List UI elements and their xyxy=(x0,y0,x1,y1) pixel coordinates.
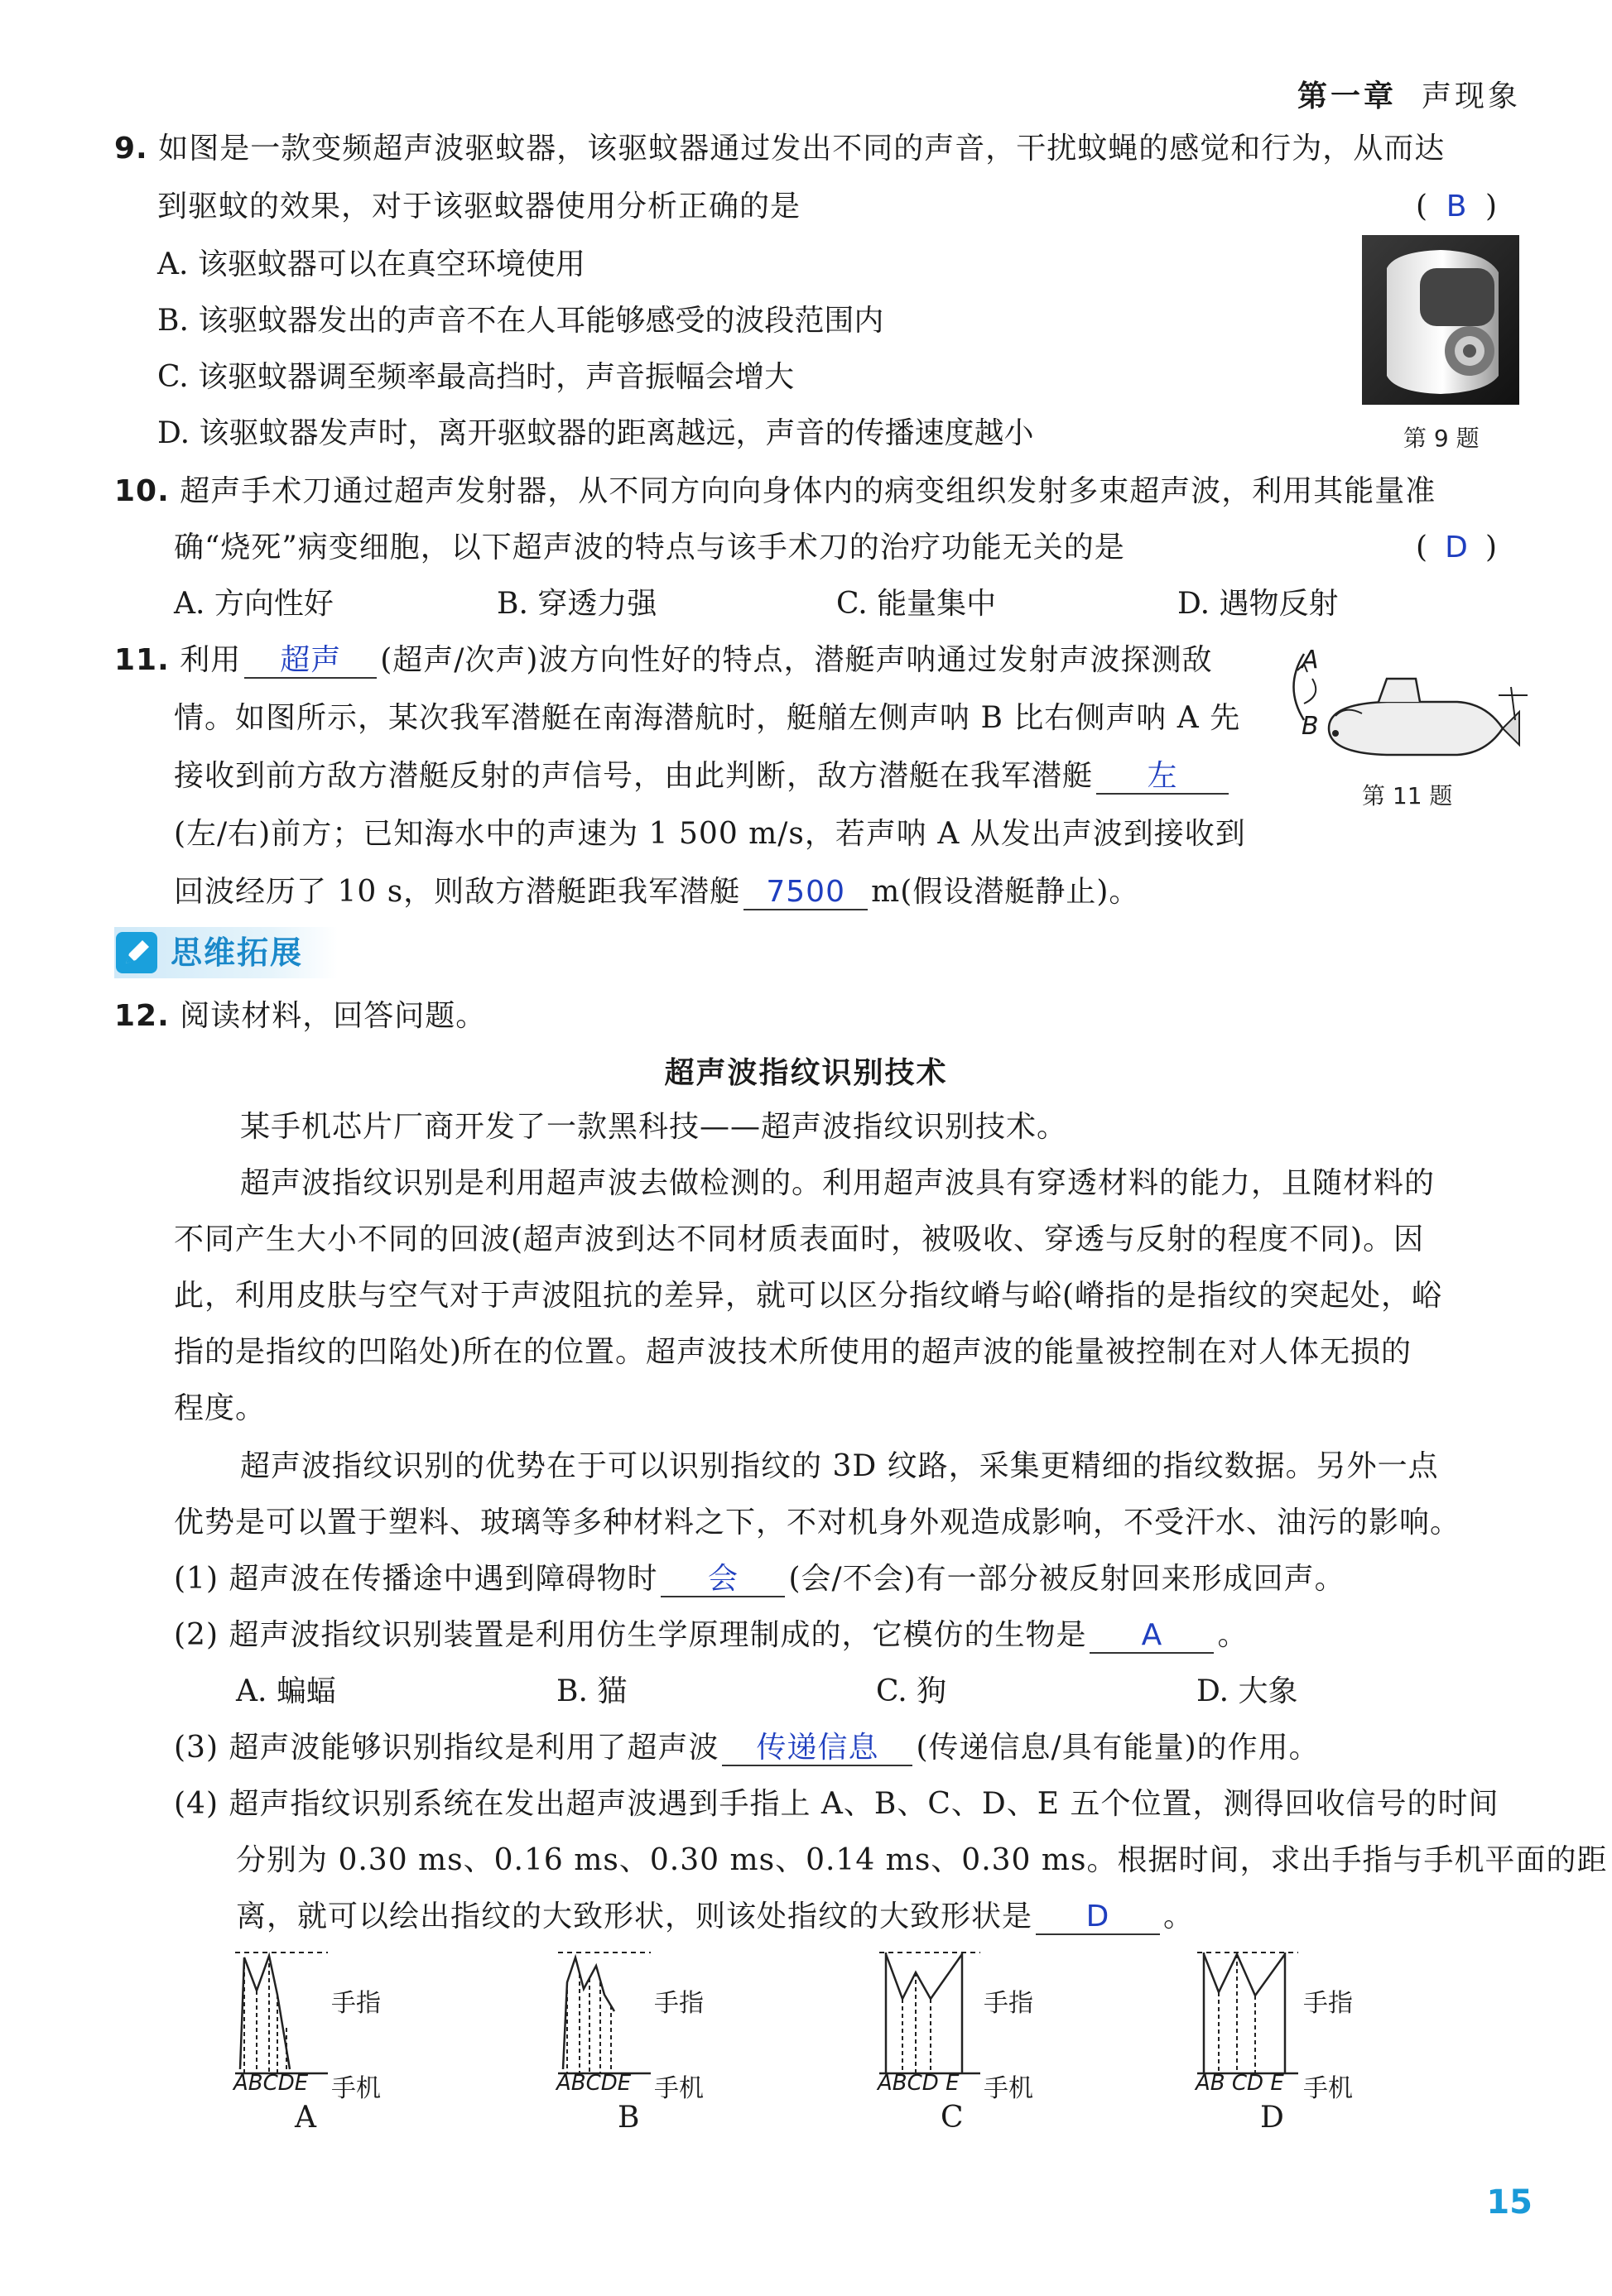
q11-caption: 第 11 题 xyxy=(1362,782,1453,809)
fingerprint-figure-b xyxy=(555,1949,654,2082)
article-p2-1: 超声波指纹识别是利用超声波去做检测的。利用超声波具有穿透材料的能力，且随材料的 xyxy=(240,1166,1436,1200)
q12-sub1 xyxy=(174,1561,1345,1597)
q12-line-intro xyxy=(114,998,486,1035)
q11-line3 xyxy=(174,758,1232,795)
q10-option-b: B. 穿透力强 xyxy=(497,587,657,621)
q9-option-a: A. 该驱蚊器可以在真空环境使用 xyxy=(157,247,585,281)
fig-a-finger-label: 手指 xyxy=(331,1989,381,2018)
sonar-b-label: B xyxy=(1302,712,1319,741)
q9-option-d: D. 该驱蚊器发声时，离开驱蚊器的距离越远，声音的传播速度越小 xyxy=(157,416,1034,450)
fig-c-letter: C xyxy=(941,2101,964,2135)
q12-sub2-option-c: C. 狗 xyxy=(876,1674,947,1708)
q12-sub4-3 xyxy=(236,1899,1194,1935)
q9-number: 9. xyxy=(114,132,148,166)
fig-c-phone-label: 手机 xyxy=(984,2074,1033,2103)
fig-b-phone-label: 手机 xyxy=(654,2074,704,2103)
q11-text-4: (左/右)前方；已知海水中的声速为 1 500 m/s，若声呐 A 从发出声波到接收到 xyxy=(174,817,1246,851)
article-title: 超声波指纹识别技术 xyxy=(664,1056,948,1090)
page-number: 15 xyxy=(1486,2183,1533,2222)
fig-d-phone-label: 手机 xyxy=(1303,2074,1353,2103)
article-p2-4: 指的是指纹的凹陷处)所在的位置。超声波技术所使用的超声波的能量被控制在对人体无损的 xyxy=(174,1335,1412,1369)
article-p3-1: 超声波指纹识别的优势在于可以识别指纹的 3D 纹路，采集更精细的指纹数据。另外一点 xyxy=(240,1449,1439,1483)
q9-option-b: B. 该驱蚊器发出的声音不在人耳能够感受的波段范围内 xyxy=(157,304,884,338)
q12-sub3 xyxy=(174,1730,1320,1766)
mosquito-repeller-image xyxy=(1362,235,1519,405)
q12-number: 12. xyxy=(114,999,170,1033)
q11-text-5a: 回波经历了 10 s，则敌方潜艇距我军潜艇 xyxy=(174,875,741,909)
q12-sub1-blank: 会 xyxy=(661,1563,785,1597)
q10-stem-2: 确“烧死”病变细胞，以下超声波的特点与该手术刀的治疗功能无关的是 xyxy=(174,531,1125,564)
q12-sub1-b: (会/不会)有一部分被反射回来形成回声。 xyxy=(788,1562,1345,1596)
q12-sub2-b: 。 xyxy=(1217,1618,1249,1652)
article-p2-2: 不同产生大小不同的回波(超声波到达不同材质表面时，被吸收、穿透与反射的程度不同)。因 xyxy=(174,1222,1425,1256)
fig-d-finger-label: 手指 xyxy=(1303,1989,1353,2018)
section-title: 思维拓展 xyxy=(171,934,304,971)
q11-text-5b: m(假设潜艇静止)。 xyxy=(871,875,1140,909)
q10-option-d: D. 遇物反射 xyxy=(1177,587,1339,621)
q11-text-1b: (超声/次声)波方向性好的特点，潜艇声呐通过发射声波探测敌 xyxy=(380,643,1213,677)
q10-answer: D xyxy=(1445,531,1468,564)
q10-number: 10. xyxy=(114,474,170,508)
q9-option-c: C. 该驱蚊器调至频率最高挡时，声音振幅会增大 xyxy=(157,360,795,394)
q9-line1 xyxy=(114,131,1445,167)
q12-intro: 阅读材料，回答问题。 xyxy=(180,999,487,1033)
fig-a-letter: A xyxy=(295,2101,316,2135)
q12-sub1-a: (1) 超声波在传播途中遇到障碍物时 xyxy=(174,1562,658,1596)
fig-a-points: ABCDE xyxy=(233,2071,309,2096)
q10-answer-paren: ( D ) xyxy=(1416,531,1498,564)
fig-b-letter: B xyxy=(618,2101,640,2135)
fig-b-finger-label: 手指 xyxy=(654,1989,704,2018)
q12-sub4-1: (4) 超声指纹识别系统在发出超声波遇到手指上 A、B、C、D、E 五个位置，测得回收信号的时间 xyxy=(174,1787,1499,1821)
article-p2-5: 程度。 xyxy=(174,1391,267,1425)
sonar-a-label: A xyxy=(1302,646,1319,675)
q10-line1 xyxy=(114,473,1436,510)
q11-blank-3: 7500 xyxy=(743,876,868,910)
q10-option-c: C. 能量集中 xyxy=(836,587,997,621)
q12-sub3-blank: 传递信息 xyxy=(722,1732,912,1766)
q9-stem-2: 到驱蚊的效果，对于该驱蚊器使用分析正确的是 xyxy=(157,190,801,223)
q12-sub2-blank: A xyxy=(1090,1619,1214,1654)
q9-answer: B xyxy=(1446,190,1467,223)
q11-text-3a: 接收到前方敌方潜艇反射的声信号，由此判断，敌方潜艇在我军潜艇 xyxy=(174,759,1094,793)
q9-answer-paren: ( B ) xyxy=(1416,190,1498,223)
q11-text-1a: 利用 xyxy=(180,643,242,677)
fig-c-finger-label: 手指 xyxy=(984,1989,1033,2018)
q12-sub2-option-d: D. 大象 xyxy=(1196,1674,1298,1708)
chapter-label: 第一章 xyxy=(1297,79,1397,113)
fig-a-phone-label: 手机 xyxy=(331,2074,381,2103)
fig-c-points: ABCD E xyxy=(878,2071,960,2096)
q10-stem-1: 超声手术刀通过超声发射器，从不同方向向身体内的病变组织发射多束超声波，利用其能量准 xyxy=(180,474,1436,508)
chapter-title: 声现象 xyxy=(1421,79,1521,113)
q10-option-a: A. 方向性好 xyxy=(174,587,334,621)
q12-sub3-a: (3) 超声波能够识别指纹是利用了超声波 xyxy=(174,1731,719,1765)
q9-caption: 第 9 题 xyxy=(1403,425,1480,452)
q11-number: 11. xyxy=(114,643,170,677)
fingerprint-figure-a xyxy=(232,1949,331,2082)
q12-sub3-b: (传递信息/具有能量)的作用。 xyxy=(916,1731,1320,1765)
q12-sub4-3b: 。 xyxy=(1163,1900,1195,1933)
article-p1: 某手机芯片厂商开发了一款黑科技——超声波指纹识别技术。 xyxy=(240,1110,1068,1144)
fingerprint-figure-c xyxy=(876,1949,984,2082)
fingerprint-figure-d xyxy=(1194,1949,1302,2082)
fig-d-points: AB CD E xyxy=(1196,2071,1284,2096)
fig-b-points: ABCDE xyxy=(556,2071,632,2096)
pencil-icon xyxy=(116,932,157,973)
q11-line1 xyxy=(114,642,1212,679)
q11-blank-1: 超声 xyxy=(244,644,377,679)
q12-sub4-2: 分别为 0.30 ms、0.16 ms、0.30 ms、0.14 ms、0.30 ms。根据时间，求出手指与手机平面的距 xyxy=(236,1843,1608,1877)
fig-d-letter: D xyxy=(1260,2101,1284,2135)
article-p2-3: 此，利用皮肤与空气对于声波阻抗的差异，就可以区分指纹嵴与峪(嵴指的是指纹的突起处，峪 xyxy=(174,1279,1443,1313)
q12-sub2 xyxy=(174,1617,1248,1654)
q11-line5 xyxy=(174,874,1139,910)
article-p3-2: 优势是可以置于塑料、玻璃等多种材料之下，不对机身外观造成影响，不受汗水、油污的影响。 xyxy=(174,1506,1461,1539)
q9-stem-1: 如图是一款变频超声波驱蚊器，该驱蚊器通过发出不同的声音，干扰蚊蝇的感觉和行为，从而达 xyxy=(158,132,1446,166)
q12-sub2-option-b: B. 猫 xyxy=(556,1674,628,1708)
page-header xyxy=(1297,73,1521,115)
q12-sub2-a: (2) 超声波指纹识别装置是利用仿生学原理制成的，它模仿的生物是 xyxy=(174,1618,1087,1652)
q11-blank-2: 左 xyxy=(1096,760,1229,795)
q12-sub4-blank: D xyxy=(1036,1900,1160,1935)
q12-sub2-option-a: A. 蝙蝠 xyxy=(236,1674,336,1708)
q11-text-2: 情。如图所示，某次我军潜艇在南海潜航时，艇艏左侧声呐 B 比右侧声呐 A 先 xyxy=(174,701,1241,735)
q12-sub4-3a: 离，就可以绘出指纹的大致形状，则该处指纹的大致形状是 xyxy=(236,1900,1033,1933)
